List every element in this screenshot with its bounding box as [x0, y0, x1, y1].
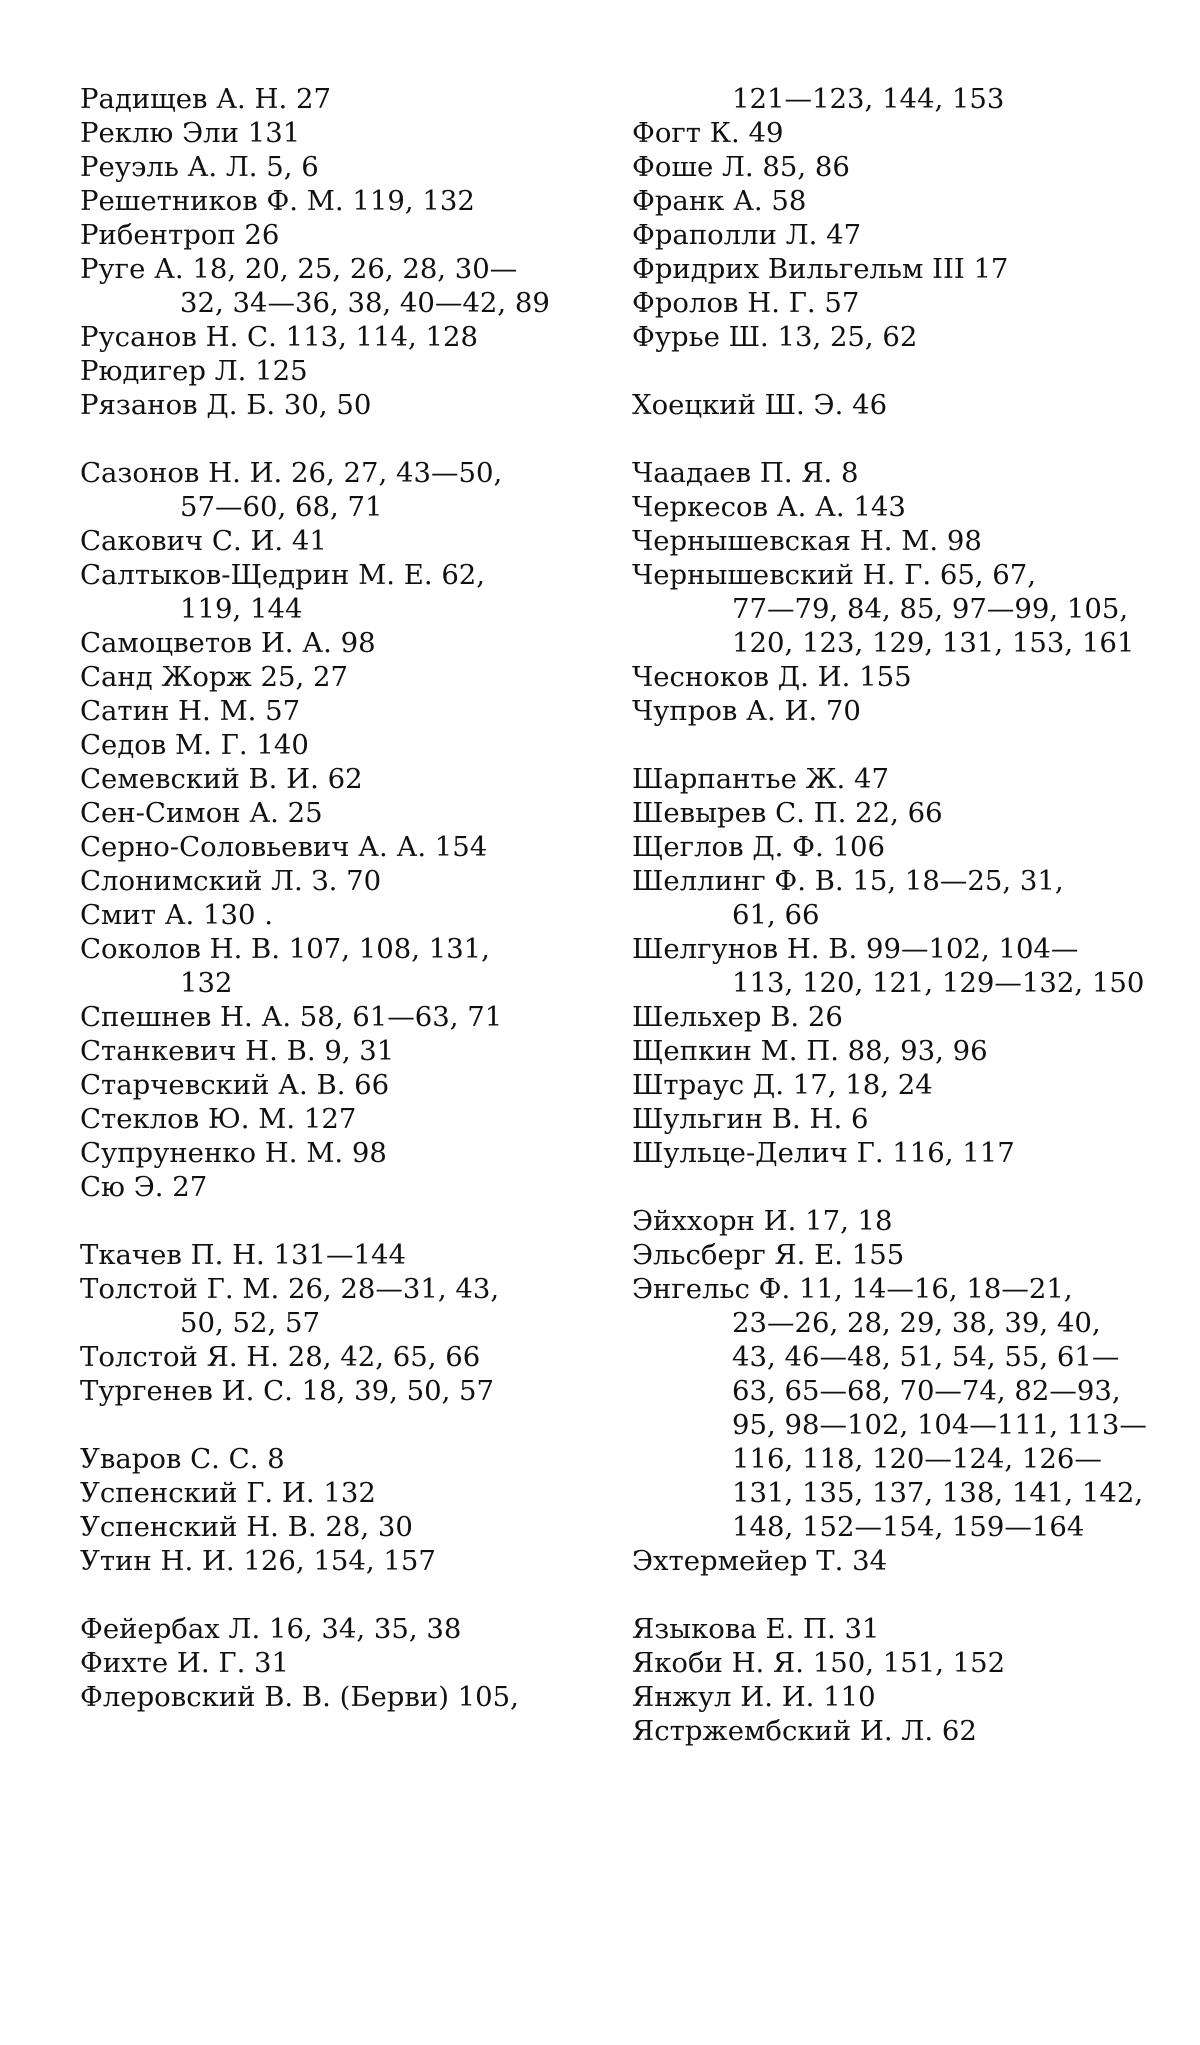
index-entry	[632, 320, 1152, 354]
index-entry	[632, 1102, 1152, 1136]
index-entry	[632, 1612, 1152, 1646]
index-entry	[80, 1374, 580, 1408]
index-entry	[80, 1034, 580, 1068]
index-entry	[80, 1102, 580, 1136]
index-entry-line: Хоецкий Ш. Э. 46	[632, 389, 888, 421]
index-entry-continuation: 120, 123, 129, 131, 153, 161	[732, 627, 1135, 659]
index-entry-continuation: 148, 152—154, 159—164	[732, 1511, 1085, 1543]
index-entry-continuation: 50, 52, 57	[180, 1307, 320, 1339]
index-entry	[80, 830, 580, 864]
index-entry-line: Успенский Н. В. 28, 30	[80, 1511, 413, 1543]
index-entry-line: Радищев А. Н. 27	[80, 83, 331, 115]
index-entry-line: Фролов Н. Г. 57	[632, 287, 860, 319]
index-entry-line: Фридрих Вильгельм III 17	[632, 253, 1009, 285]
index-entry	[80, 864, 580, 898]
index-letter-group	[80, 1442, 580, 1578]
index-entry-continuation: 43, 46—48, 51, 54, 55, 61—	[732, 1341, 1120, 1373]
index-entry	[80, 558, 580, 626]
index-entry	[80, 1680, 580, 1714]
index-entry-line: Сатин Н. М. 57	[80, 695, 301, 727]
index-letter-group	[80, 456, 580, 1204]
index-entry-continuation: 116, 118, 120—124, 126—	[732, 1443, 1102, 1475]
index-entry	[632, 82, 1152, 116]
index-entry-line: Шелгунов Н. В. 99—102, 104—	[632, 933, 1079, 965]
index-entry	[80, 388, 580, 422]
index-entry	[80, 762, 580, 796]
index-entry	[80, 1272, 580, 1340]
index-entry	[632, 932, 1152, 1000]
index-entry-line: Эйххорн И. 17, 18	[632, 1205, 893, 1237]
index-letter-group	[632, 388, 1152, 422]
index-entry	[632, 694, 1152, 728]
index-entry-line: Янжул И. И. 110	[632, 1681, 876, 1713]
index-entry-line: Санд Жорж 25, 27	[80, 661, 349, 693]
index-column-right	[632, 82, 1152, 1782]
index-entry	[632, 150, 1152, 184]
index-entry-line: Якоби Н. Я. 150, 151, 152	[632, 1647, 1006, 1679]
index-entry	[632, 796, 1152, 830]
index-entry-line: Реуэль А. Л. 5, 6	[80, 151, 319, 183]
index-entry	[632, 1068, 1152, 1102]
index-entry	[632, 1204, 1152, 1238]
index-entry	[632, 1000, 1152, 1034]
index-entry-line: Сакович С. И. 41	[80, 525, 327, 557]
index-entry	[80, 82, 580, 116]
index-entry-line: Шельхер В. 26	[632, 1001, 843, 1033]
index-entry-line: Станкевич Н. В. 9, 31	[80, 1035, 395, 1067]
index-entry-line: Ткачев П. Н. 131—144	[80, 1239, 407, 1271]
index-entry	[632, 1238, 1152, 1272]
index-entry	[632, 524, 1152, 558]
index-entry-continuation: 113, 120, 121, 129—132, 150	[732, 967, 1145, 999]
index-entry	[632, 1714, 1152, 1748]
index-entry-line: Шульгин В. Н. 6	[632, 1103, 869, 1135]
index-entry-line: Сен-Симон А. 25	[80, 797, 323, 829]
index-entry	[80, 1476, 580, 1510]
index-entry	[632, 116, 1152, 150]
index-entry	[632, 1680, 1152, 1714]
index-entry-line: Руге А. 18, 20, 25, 26, 28, 30—	[80, 253, 518, 285]
index-entry	[80, 694, 580, 728]
index-entry-line: Франк А. 58	[632, 185, 807, 217]
index-entry-line: Чернышевский Н. Г. 65, 67,	[632, 559, 1037, 591]
index-entry-line: Щеглов Д. Ф. 106	[632, 831, 885, 863]
index-entry	[80, 1612, 580, 1646]
index-letter-group	[80, 82, 580, 422]
index-entry-line: Русанов Н. С. 113, 114, 128	[80, 321, 479, 353]
index-entry-line: Чернышевская Н. М. 98	[632, 525, 982, 557]
index-entry-line: Решетников Ф. М. 119, 132	[80, 185, 475, 217]
index-entry	[632, 388, 1152, 422]
index-letter-group	[632, 456, 1152, 728]
index-entry	[80, 1510, 580, 1544]
index-letter-group	[80, 1238, 580, 1408]
index-entry-line: Салтыков-Щедрин М. Е. 62,	[80, 559, 486, 591]
index-entry	[632, 184, 1152, 218]
index-entry-line: Фейербах Л. 16, 34, 35, 38	[80, 1613, 462, 1645]
index-entry	[632, 558, 1152, 660]
index-entry-line: Седов М. Г. 140	[80, 729, 309, 761]
index-entry	[80, 1238, 580, 1272]
index-entry	[632, 762, 1152, 796]
index-entry	[632, 490, 1152, 524]
index-entry	[80, 320, 580, 354]
index-entry-line: Шарпантье Ж. 47	[632, 763, 890, 795]
index-entry-line: Фурье Ш. 13, 25, 62	[632, 321, 918, 353]
index-entry-continuation: 57—60, 68, 71	[180, 491, 383, 523]
index-entry-line: Языкова Е. П. 31	[632, 1613, 880, 1645]
index-entry-line: Толстой Я. Н. 28, 42, 65, 66	[80, 1341, 481, 1373]
index-entry-line: Рибентроп 26	[80, 219, 280, 251]
index-entry-line: Чесноков Д. И. 155	[632, 661, 912, 693]
index-entry-continuation: 132	[180, 967, 233, 999]
index-entry	[80, 1340, 580, 1374]
index-entry-line: Щепкин М. П. 88, 93, 96	[632, 1035, 988, 1067]
index-entry-line: Рюдигер Л. 125	[80, 355, 308, 387]
index-entry	[632, 1034, 1152, 1068]
index-entry-line: Старчевский А. В. 66	[80, 1069, 390, 1101]
index-entry	[80, 1000, 580, 1034]
index-entry-line: Супруненко Н. М. 98	[80, 1137, 387, 1169]
index-entry	[80, 354, 580, 388]
index-entry-line: Фоше Л. 85, 86	[632, 151, 850, 183]
index-entry-continuation: 23—26, 28, 29, 38, 39, 40,	[732, 1307, 1101, 1339]
index-letter-group	[632, 82, 1152, 354]
index-entry	[80, 184, 580, 218]
index-letter-group	[632, 1204, 1152, 1578]
index-entry	[80, 456, 580, 524]
index-entry-line: Серно-Соловьевич А. А. 154	[80, 831, 488, 863]
index-entry	[80, 524, 580, 558]
index-entry-line: Сю Э. 27	[80, 1171, 208, 1203]
index-entry-continuation: 131, 135, 137, 138, 141, 142,	[732, 1477, 1144, 1509]
index-column-left	[80, 82, 580, 1748]
index-entry	[632, 1646, 1152, 1680]
index-entry-continuation: 77—79, 84, 85, 97—99, 105,	[732, 593, 1129, 625]
index-letter-group	[632, 762, 1152, 1170]
index-entry	[80, 218, 580, 252]
index-letter-group	[632, 1612, 1152, 1748]
index-entry-line: Штраус Д. 17, 18, 24	[632, 1069, 933, 1101]
index-entry-line: Чаадаев П. Я. 8	[632, 457, 859, 489]
index-entry	[80, 1136, 580, 1170]
index-letter-group	[80, 1612, 580, 1714]
index-entry	[80, 150, 580, 184]
index-entry	[632, 252, 1152, 286]
index-entry-line: Успенский Г. И. 132	[80, 1477, 376, 1509]
index-entry-continuation: 95, 98—102, 104—111, 113—	[732, 1409, 1147, 1441]
index-entry	[632, 218, 1152, 252]
index-entry-line: Чупров А. И. 70	[632, 695, 861, 727]
index-entry-line: Флеровский В. В. (Берви) 105,	[80, 1681, 519, 1713]
index-entry-line: Сазонов Н. И. 26, 27, 43—50,	[80, 457, 503, 489]
index-entry	[632, 830, 1152, 864]
index-entry-line: Смит А. 130 .	[80, 899, 273, 931]
index-entry-line: Утин Н. И. 126, 154, 157	[80, 1545, 436, 1577]
index-entry	[80, 1442, 580, 1476]
index-entry	[632, 1544, 1152, 1578]
index-entry-continuation: 61, 66	[732, 899, 820, 931]
index-entry	[632, 864, 1152, 932]
index-entry-continuation: 63, 65—68, 70—74, 82—93,	[732, 1375, 1121, 1407]
index-entry	[80, 252, 580, 320]
index-entry	[632, 286, 1152, 320]
index-entry	[80, 898, 580, 932]
index-entry-line: Уваров С. С. 8	[80, 1443, 285, 1475]
index-entry-line: Эхтермейер Т. 34	[632, 1545, 888, 1577]
index-entry-line: Шульце-Делич Г. 116, 117	[632, 1137, 1015, 1169]
index-entry-line: Соколов Н. В. 107, 108, 131,	[80, 933, 490, 965]
index-entry-line: Спешнев Н. А. 58, 61—63, 71	[80, 1001, 503, 1033]
index-entry-line: Толстой Г. М. 26, 28—31, 43,	[80, 1273, 500, 1305]
index-entry-continuation: 32, 34—36, 38, 40—42, 89	[180, 287, 550, 319]
index-entry-line: Шевырев С. П. 22, 66	[632, 797, 943, 829]
index-entry-line: Энгельс Ф. 11, 14—16, 18—21,	[632, 1273, 1073, 1305]
index-entry-line: Ястржембский И. Л. 62	[632, 1715, 977, 1747]
index-entry	[80, 1170, 580, 1204]
index-entry-line: Семевский В. И. 62	[80, 763, 363, 795]
index-entry	[80, 1544, 580, 1578]
index-entry-line: Шеллинг Ф. В. 15, 18—25, 31,	[632, 865, 1064, 897]
index-entry-line: Реклю Эли 131	[80, 117, 301, 149]
index-entry-line: Фогт К. 49	[632, 117, 784, 149]
index-entry	[632, 1136, 1152, 1170]
index-entry	[80, 116, 580, 150]
index-entry	[632, 660, 1152, 694]
index-entry-line: Стеклов Ю. М. 127	[80, 1103, 357, 1135]
index-entry-line: Фихте И. Г. 31	[80, 1647, 290, 1679]
index-entry-line: Рязанов Д. Б. 30, 50	[80, 389, 372, 421]
index-entry-continuation: 121—123, 144, 153	[732, 83, 1005, 115]
index-entry-line: Фраполли Л. 47	[632, 219, 862, 251]
index-entry-line: Черкесов А. А. 143	[632, 491, 906, 523]
index-entry	[80, 1068, 580, 1102]
index-entry-line: Эльсберг Я. Е. 155	[632, 1239, 905, 1271]
index-entry	[80, 728, 580, 762]
index-entry	[80, 932, 580, 1000]
index-entry-continuation: 119, 144	[180, 593, 303, 625]
index-entry	[632, 456, 1152, 490]
index-entry	[80, 660, 580, 694]
index-entry-line: Слонимский Л. З. 70	[80, 865, 382, 897]
index-entry	[80, 626, 580, 660]
index-entry	[80, 1646, 580, 1680]
index-entry	[632, 1272, 1152, 1544]
index-entry	[80, 796, 580, 830]
index-entry-line: Самоцветов И. А. 98	[80, 627, 376, 659]
index-entry-line: Тургенев И. С. 18, 39, 50, 57	[80, 1375, 495, 1407]
